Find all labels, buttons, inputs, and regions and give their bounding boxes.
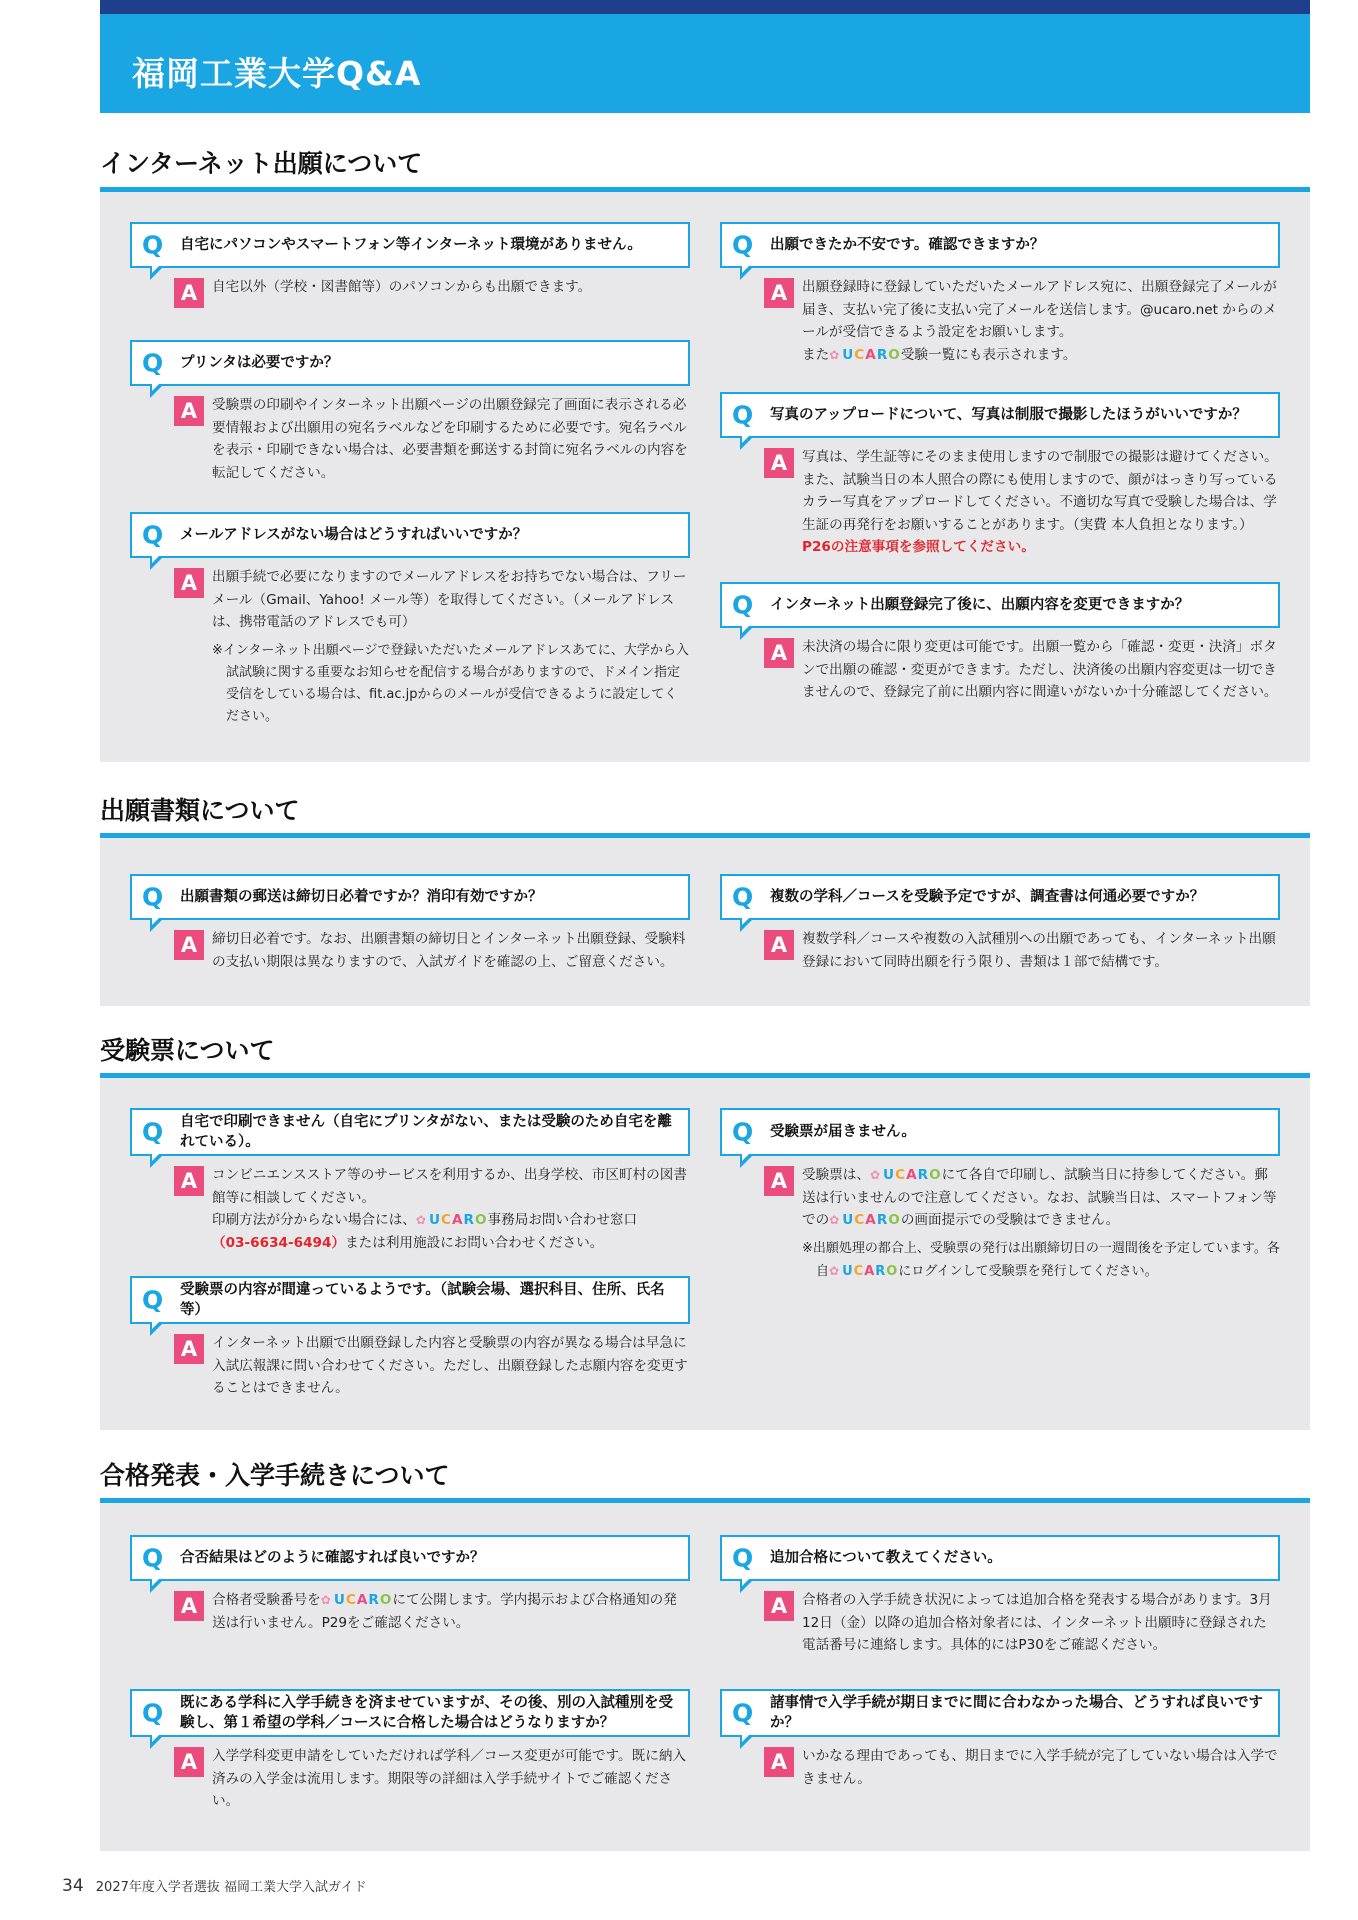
- a-mark: A: [174, 568, 204, 598]
- a-mark: A: [764, 638, 794, 668]
- answer-text: 写真は、学生証等にそのまま使用しますので制服での撮影は避けてください。また、試験当日の本人照合の際にも使用しますので、顔がはっきり写っているカラー写真をアップロードしてください。不適切な写真で受験した場合は、学生証の再発行をお願いすることがあります。（実費 本人負担となります。）P26の注意事項を参照してください。: [802, 449, 1278, 555]
- answer-text: 複数学科／コースや複数の入試種別への出願であっても、インターネット出願登録において同時出願を行う限り、書類は１部で結構です。: [802, 931, 1276, 970]
- section-panel-documents: [100, 838, 1310, 1006]
- question-box: [130, 1689, 690, 1737]
- a-mark: A: [174, 1747, 204, 1777]
- ucaro-logo: ✿ UCARO: [829, 1212, 901, 1228]
- question-box: [720, 392, 1280, 438]
- page-footer: [62, 1876, 367, 1896]
- footer-text: 2027年度入学者選抜 福岡工業大学入試ガイド: [95, 1880, 367, 1895]
- q-mark: Q: [142, 348, 164, 378]
- top-navy-bar: [100, 0, 1310, 14]
- question-text: インターネット出願登録完了後に、出願内容を変更できますか？: [770, 597, 1190, 613]
- question-box: [720, 582, 1280, 628]
- answer: [130, 394, 690, 484]
- ucaro-logo: ✿ UCARO: [415, 1212, 488, 1228]
- q-mark: Q: [732, 1117, 754, 1147]
- answer-text: 受験票の印刷やインターネット出願ページの出願登録完了画面に表示される必要情報および出願用の宛名ラベルなどを印刷するために必要です。宛名ラベルを表示・印刷できない場合は、必要書類を郵送する封筒に宛名ラベルの内容を転記してください。: [212, 397, 688, 481]
- answer-text: 合格者受験番号を✿ UCAROにて公開します。学内掲示および合格通知の発送は行いません。P29をご確認ください。: [212, 1592, 677, 1631]
- answer-text: 出願登録時に登録していただいたメールアドレス宛に、出願登録完了メールが届き、支払い完了後に支払い完了メールを送信します。@ucaro.net からのメールが受信できるよう設定をお願いします。 また✿ UCARO受験一覧にも表示されます。: [802, 279, 1277, 363]
- answer: [720, 928, 1280, 973]
- q-mark: Q: [732, 590, 754, 620]
- q-mark: Q: [142, 882, 164, 912]
- q-mark: Q: [142, 1117, 164, 1147]
- answer-text: 締切日必着です。なお、出願書類の締切日とインターネット出願登録、受験料の支払い期限は異なりますので、入試ガイドを確認の上、ご留意ください。: [212, 931, 686, 970]
- question-text: 受験票が届きません。: [770, 1124, 916, 1140]
- qa-item: [130, 1535, 690, 1634]
- a-mark: A: [174, 1166, 204, 1196]
- qa-item: [720, 1535, 1280, 1657]
- question-text: 追加合格について教えてください。: [770, 1550, 1002, 1566]
- qa-item: [720, 874, 1280, 973]
- a-mark: A: [174, 1591, 204, 1621]
- q-mark: Q: [142, 230, 164, 260]
- answer: [720, 276, 1280, 366]
- answer-text: 合格者の入学手続き状況によっては追加合格を発表する場合があります。3月12日（金）以降の追加合格対象者には、インターネット出願時に登録された電話番号に連絡します。具体的にはP30をご確認ください。: [802, 1592, 1272, 1653]
- a-mark: A: [174, 1334, 204, 1364]
- section-panel-admission-ticket: [100, 1078, 1310, 1430]
- q-mark: Q: [142, 1285, 164, 1315]
- answer-text: 入学学科変更申請をしていただければ学科／コース変更が可能です。既に納入済みの入学金は流用します。期限等の詳細は入学手続サイトでご確認ください。: [212, 1748, 687, 1809]
- a-mark: A: [174, 930, 204, 960]
- question-box: [130, 1108, 690, 1156]
- q-mark: Q: [142, 1698, 164, 1728]
- a-mark: A: [174, 278, 204, 308]
- question-text: 出願書類の郵送は締切日必着ですか？消印有効ですか？: [180, 889, 543, 905]
- notice-reference: P26の注意事項を参照してください。: [802, 539, 1035, 555]
- answer-text: いかなる理由であっても、期日までに入学手続が完了していない場合は入学できません。: [802, 1748, 1278, 1787]
- question-text: メールアドレスがない場合はどうすればいいですか？: [180, 527, 528, 543]
- question-box: [720, 874, 1280, 920]
- question-box: [720, 222, 1280, 268]
- question-text: 既にある学科に入学手続きを済ませていますが、その後、別の入試種別を受験し、第１希望の学科／コースに合格した場合はどうなりますか？: [180, 1695, 673, 1731]
- answer: [720, 1589, 1280, 1657]
- qa-item: [720, 392, 1280, 559]
- question-text: 写真のアップロードについて、写真は制服で撮影したほうがいいですか？: [770, 407, 1247, 423]
- qa-item: [130, 340, 690, 484]
- qa-item: [130, 1276, 690, 1400]
- question-box: [130, 1535, 690, 1581]
- section-panel-results: [100, 1503, 1310, 1851]
- question-box: [720, 1108, 1280, 1156]
- question-box: [130, 222, 690, 268]
- answer: [720, 636, 1280, 704]
- question-text: 諸事情で入学手続が期日までに間に合わなかった場合、どうすれば良いですか？: [770, 1695, 1263, 1731]
- phone-number: （03-6634-6494）: [212, 1234, 346, 1251]
- question-box: [130, 340, 690, 386]
- q-mark: Q: [732, 1543, 754, 1573]
- answer-text: 自宅以外（学校・図書館等）のパソコンからも出願できます。: [212, 279, 592, 295]
- qa-item: [720, 222, 1280, 366]
- answer-text: 受験票は、✿ UCAROにて各自で印刷し、試験当日に持参してください。郵送は行いませんので注意してください。なお、試験当日は、スマートフォン等での✿ UCAROの画面提示での受験はできません。: [802, 1167, 1277, 1228]
- question-box: [130, 512, 690, 558]
- ucaro-logo: ✿ UCARO: [829, 346, 901, 363]
- qa-item: [130, 1108, 690, 1254]
- qa-item: [720, 582, 1280, 704]
- question-box: [130, 1276, 690, 1324]
- q-mark: Q: [732, 1698, 754, 1728]
- qa-item: [720, 1108, 1280, 1283]
- q-mark: Q: [142, 520, 164, 550]
- question-text: プリンタは必要ですか？: [180, 355, 339, 371]
- ucaro-logo: ✿ UCARO: [320, 1592, 393, 1608]
- question-text: 出願できたか不安です。確認できますか？: [770, 237, 1045, 253]
- answer-text: インターネット出願で出願登録した内容と受験票の内容が異なる場合は早急に入試広報課に問い合わせてください。ただし、出願登録した志願内容を変更することはできません。: [212, 1335, 688, 1396]
- question-text: 受験票の内容が間違っているようです。（試験会場、選択科目、住所、氏名等）: [180, 1282, 665, 1318]
- question-text: 複数の学科／コースを受験予定ですが、調査書は何通必要ですか？: [770, 889, 1205, 905]
- a-mark: A: [764, 1747, 794, 1777]
- q-mark: Q: [732, 400, 754, 430]
- answer-note: ※出願処理の都合上、受験票の発行は出願締切日の一週間後を予定しています。各自✿ UCAROにログインして受験票を発行してください。: [802, 1240, 1280, 1279]
- header-banner: [100, 14, 1310, 113]
- answer-text: コンビニエンスストア等のサービスを利用するか、出身学校、市区町村の図書館等に相談してください。 印刷方法が分からない場合には、✿ UCARO事務局お問い合わせ窓口 （03-6634-6494）または利用施設にお問い合わせください。: [212, 1167, 687, 1251]
- qa-item: [130, 1689, 690, 1813]
- answer: [720, 446, 1280, 559]
- qa-item: [130, 222, 690, 305]
- answer-note: ※インターネット出願ページで登録いただいたメールアドレスあてに、大学から入試試験に関する重要なお知らせを配信する場合がありますので、ドメイン指定受信をしている場合は、fit.ac.jpからのメールが受信できるように設定してください。: [212, 642, 689, 724]
- answer: [130, 276, 690, 305]
- answer: [130, 928, 690, 973]
- a-mark: A: [174, 396, 204, 426]
- answer-text: 未決済の場合に限り変更は可能です。出願一覧から「確認・変更・決済」ボタンで出願の確認・変更ができます。ただし、決済後の出願内容変更は一切できませんので、登録完了前に出願内容に間違いがないか十分確認してください。: [802, 639, 1278, 700]
- qa-item: [130, 874, 690, 973]
- answer: [130, 1745, 690, 1813]
- answer: [720, 1164, 1280, 1283]
- section-title-internet: インターネット出願について: [100, 149, 423, 178]
- question-text: 自宅にパソコンやスマートフォン等インターネット環境がありません。: [180, 237, 642, 253]
- question-text: 自宅で印刷できません（自宅にプリンタがない、または受験のため自宅を離れている）。: [180, 1114, 672, 1150]
- ucaro-logo: ✿ UCARO: [829, 1263, 899, 1279]
- section-title-results: 合格発表・入学手続きについて: [100, 1461, 450, 1490]
- answer: [130, 1332, 690, 1400]
- q-mark: Q: [732, 882, 754, 912]
- qa-item: [720, 1689, 1280, 1790]
- q-mark: Q: [732, 230, 754, 260]
- a-mark: A: [764, 1166, 794, 1196]
- page-number: 34: [62, 1876, 84, 1896]
- question-box: [720, 1535, 1280, 1581]
- page-title: 福岡工業大学Q&A: [132, 54, 422, 93]
- q-mark: Q: [142, 1543, 164, 1573]
- answer-text: 出願手続で必要になりますのでメールアドレスをお持ちでない場合は、フリーメール（Gmail、Yahoo! メール等）を取得してください。（メールアドレスは、携帯電話のアドレスでも可）: [212, 569, 687, 630]
- answer: [720, 1745, 1280, 1790]
- a-mark: A: [764, 448, 794, 478]
- a-mark: A: [764, 278, 794, 308]
- qa-item: [130, 512, 690, 728]
- ucaro-logo: ✿ UCARO: [869, 1167, 942, 1183]
- question-box: [130, 874, 690, 920]
- answer: [130, 1164, 690, 1254]
- a-mark: A: [764, 930, 794, 960]
- section-title-documents: 出願書類について: [100, 796, 300, 825]
- question-box: [720, 1689, 1280, 1737]
- answer: [130, 1589, 690, 1634]
- section-panel-internet: [100, 192, 1310, 762]
- section-title-admission-ticket: 受験票について: [100, 1036, 275, 1065]
- question-text: 合否結果はどのように確認すれば良いですか？: [180, 1550, 485, 1566]
- a-mark: A: [764, 1591, 794, 1621]
- answer: [130, 566, 690, 728]
